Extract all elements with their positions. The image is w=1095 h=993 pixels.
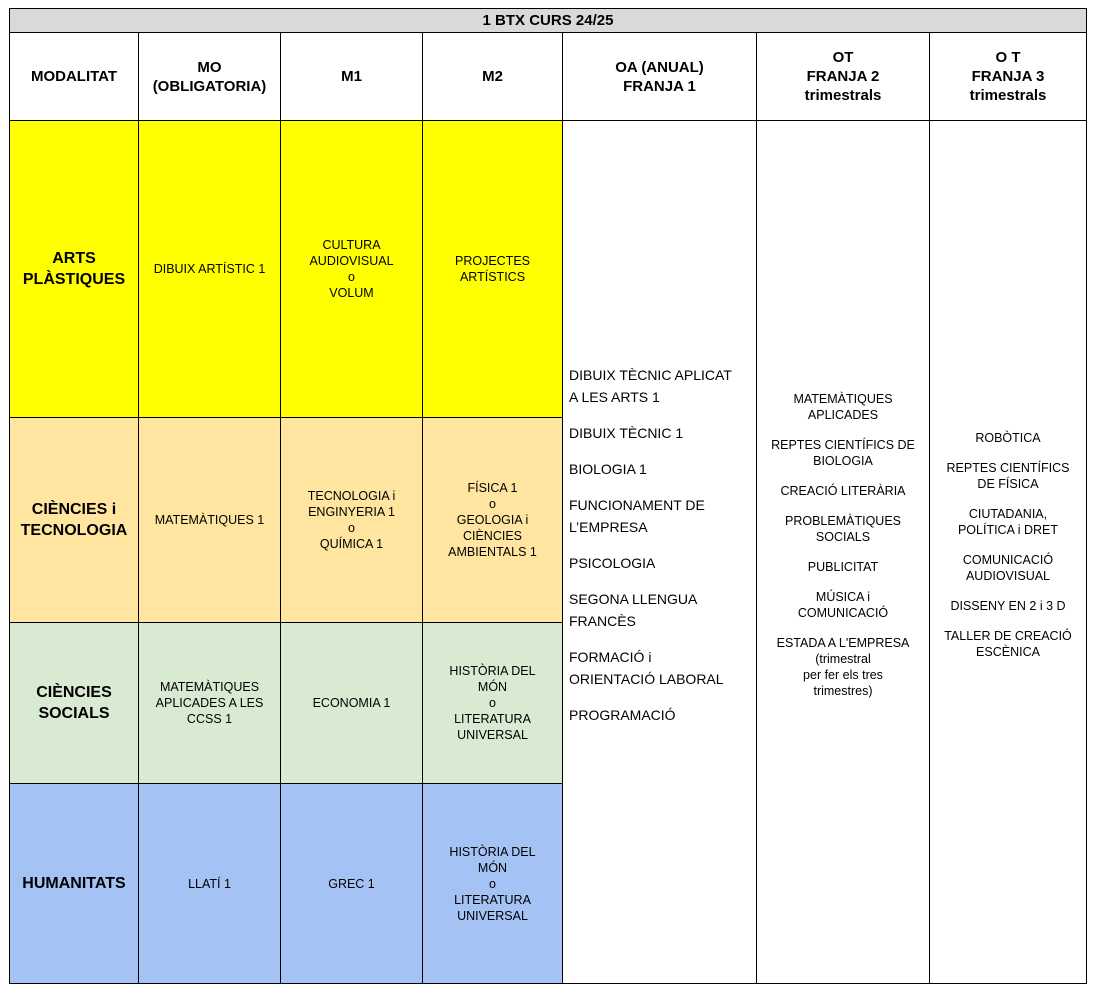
m2-text: MÓN [477,680,508,694]
modalitat-cell [9,784,139,984]
ot2-item-text: APLICADES [807,408,879,422]
modalitat-text: CIÈNCIES i [31,501,117,518]
header-mo-text: MO [197,58,222,76]
mo-text: DIBUIX ARTÍSTIC 1 [153,262,266,276]
header-m1-text: M1 [341,68,362,85]
list-item [569,494,732,538]
list-item [975,430,1040,446]
mo-cell [139,623,281,784]
m2-text: CIÈNCIES [462,529,523,543]
list-item [569,588,732,632]
header-m1 [281,33,423,121]
m2-text: ARTÍSTICS [459,270,526,284]
modalitat-text: CIÈNCIES [36,684,112,701]
ot3-item-text: DE FÍSICA [977,477,1039,491]
oa-item-text: FRANCÈS [569,613,636,629]
oa-item-text: DIBUIX TÈCNIC APLICAT [569,367,732,383]
header-modalitat-text: MODALITAT [30,68,118,85]
ot2-item-text: MATEMÀTIQUES [793,392,893,406]
ot2-item-text: CREACIÓ LITERÀRIA [780,484,906,498]
oa-item-text: PSICOLOGIA [569,555,656,571]
ot3-item-text: TALLER DE CREACIÓ [944,629,1072,643]
oa-list [569,364,732,740]
modalitat-text: PLÀSTIQUES [22,271,126,288]
m1-text: VOLUM [329,286,374,300]
ot2-item-text: BIOLOGIA [813,454,873,468]
ot2-column [757,121,930,984]
oa-item-text: FUNCIONAMENT DE [569,497,705,513]
table-title [9,8,1087,33]
oa-item-text: ORIENTACIÓ LABORAL [569,671,724,687]
oa-item-text: DIBUIX TÈCNIC 1 [569,425,684,441]
m1-cell [281,121,423,418]
mo-text: APLICADES A LES [155,696,264,710]
ot2-item-text: PUBLICITAT [807,560,879,574]
header-mo [139,33,281,121]
m2-text: MÓN [477,860,508,875]
header-ot2-text: OT [832,49,854,66]
modalitat-cell [9,623,139,784]
m2-text: o [489,497,496,511]
list-item [808,559,878,575]
list-item [785,513,901,545]
modalitat-text: ARTS [52,250,96,267]
ot2-item-text: SOCIALS [815,530,871,544]
mo-text: LLATÍ 1 [188,876,231,891]
ot2-item-text: per fer els tres [803,668,883,682]
oa-item-text: PROGRAMACIÓ [569,707,676,723]
ot3-item-text: REPTES CIENTÍFICS [946,461,1070,475]
list-item [771,437,915,469]
m1-text: TECNOLOGIA i [307,489,396,503]
list-item [569,364,732,408]
list-item [569,646,732,690]
m1-text: GREC 1 [328,876,375,891]
ot3-column [930,121,1087,984]
header-ot2-text: trimestrals [804,87,882,104]
modalitat-text: SOCIALS [38,705,110,722]
header-oa [563,33,757,121]
header-modalitat [9,33,139,121]
m1-text: QUÍMICA 1 [319,537,384,551]
m1-text: AUDIOVISUAL [309,254,394,268]
m2-cell [423,121,563,418]
m2-cell [423,784,563,984]
list-item [958,506,1058,538]
ot2-item-text: MÚSICA i [815,590,871,604]
list-item [963,552,1053,584]
ot2-item-text: COMUNICACIÓ [797,606,889,620]
mo-cell [139,121,281,418]
m2-text: o [489,876,496,891]
modalitat-text: TECNOLOGIA [20,522,128,539]
ot2-item-text: PROBLEMÀTIQUES [785,514,901,528]
header-ot3-text: O T [995,49,1021,66]
ot3-list [944,430,1072,674]
list-item [947,460,1070,492]
list-item [569,458,732,480]
header-m2 [423,33,563,121]
ot3-item-text: POLÍTICA i DRET [957,523,1058,537]
m1-cell [281,784,423,984]
m1-text: ECONOMIA 1 [312,696,391,710]
list-item [780,483,905,499]
mo-cell [139,418,281,623]
m2-text: GEOLOGIA i [456,513,529,527]
m2-text: FÍSICA 1 [467,481,518,495]
mo-text: CCSS 1 [186,712,233,726]
table-title-text: 1 BTX CURS 24/25 [482,12,614,29]
header-oa-text: OA (ANUAL) [615,58,704,76]
oa-item-text: FORMACIÓ i [569,649,652,665]
list-item [569,552,732,574]
modalitat-cell [9,121,139,418]
ot2-list [771,391,915,713]
m2-cell [423,623,563,784]
ot3-item-text: COMUNICACIÓ [962,553,1054,567]
oa-item-text: A LES ARTS 1 [569,389,660,405]
m1-cell [281,623,423,784]
m2-text: HISTÒRIA DEL [449,844,536,859]
m2-text: LITERATURA [454,712,531,726]
m2-text: UNIVERSAL [457,908,528,923]
ot2-item-text: ESTADA A L'EMPRESA [776,636,910,650]
ot3-item-text: CIUTADANIA, [968,507,1048,521]
m2-text: PROJECTES [454,254,530,268]
oa-item-text: SEGONA LLENGUA [569,591,698,607]
m1-text: CULTURA [322,238,381,252]
list-item [950,598,1065,614]
m1-text: o [348,270,355,284]
modalitat-text: HUMANITATS [22,875,126,892]
schedule-table [9,8,1087,984]
m2-cell [423,418,563,623]
m1-text: o [348,521,355,535]
m2-text: LITERATURA [454,892,531,907]
list-item [793,391,892,423]
oa-item-text: BIOLOGIA 1 [569,461,647,477]
m1-cell [281,418,423,623]
header-mo-text: (OBLIGATORIA) [152,77,267,95]
list-item [569,422,732,444]
list-item [944,628,1072,660]
header-ot2-text: FRANJA 2 [806,68,880,85]
m2-text: HISTÒRIA DEL [449,664,536,678]
header-oa-text: FRANJA 1 [623,77,696,95]
list-item [569,704,732,726]
mo-cell [139,784,281,984]
ot2-item-text: REPTES CIENTÍFICS DE [771,438,915,452]
modalitat-cell [9,418,139,623]
list-item [798,589,888,621]
header-ot3 [930,33,1087,121]
header-ot3-text: FRANJA 3 [971,68,1045,85]
ot2-item-text: (trimestral [815,652,871,666]
ot2-item-text: trimestres) [813,684,873,698]
ot3-item-text: DISSENY EN 2 i 3 D [950,599,1066,613]
ot3-item-text: ROBÒTICA [975,431,1041,445]
mo-text: MATEMÀTIQUES [159,680,260,694]
header-ot2 [757,33,930,121]
ot3-item-text: ESCÈNICA [976,645,1040,659]
list-item [777,635,910,699]
oa-item-text: L’EMPRESA [569,519,648,535]
m2-text: UNIVERSAL [457,728,528,742]
m2-text: AMBIENTALS 1 [448,545,537,559]
oa-column [563,121,757,984]
mo-text: MATEMÀTIQUES 1 [154,513,265,527]
m1-text: ENGINYERIA 1 [308,505,395,519]
m2-text: o [489,696,496,710]
header-m2-text: M2 [482,68,503,85]
header-ot3-text: trimestrals [969,87,1047,104]
ot3-item-text: AUDIOVISUAL [965,569,1051,583]
